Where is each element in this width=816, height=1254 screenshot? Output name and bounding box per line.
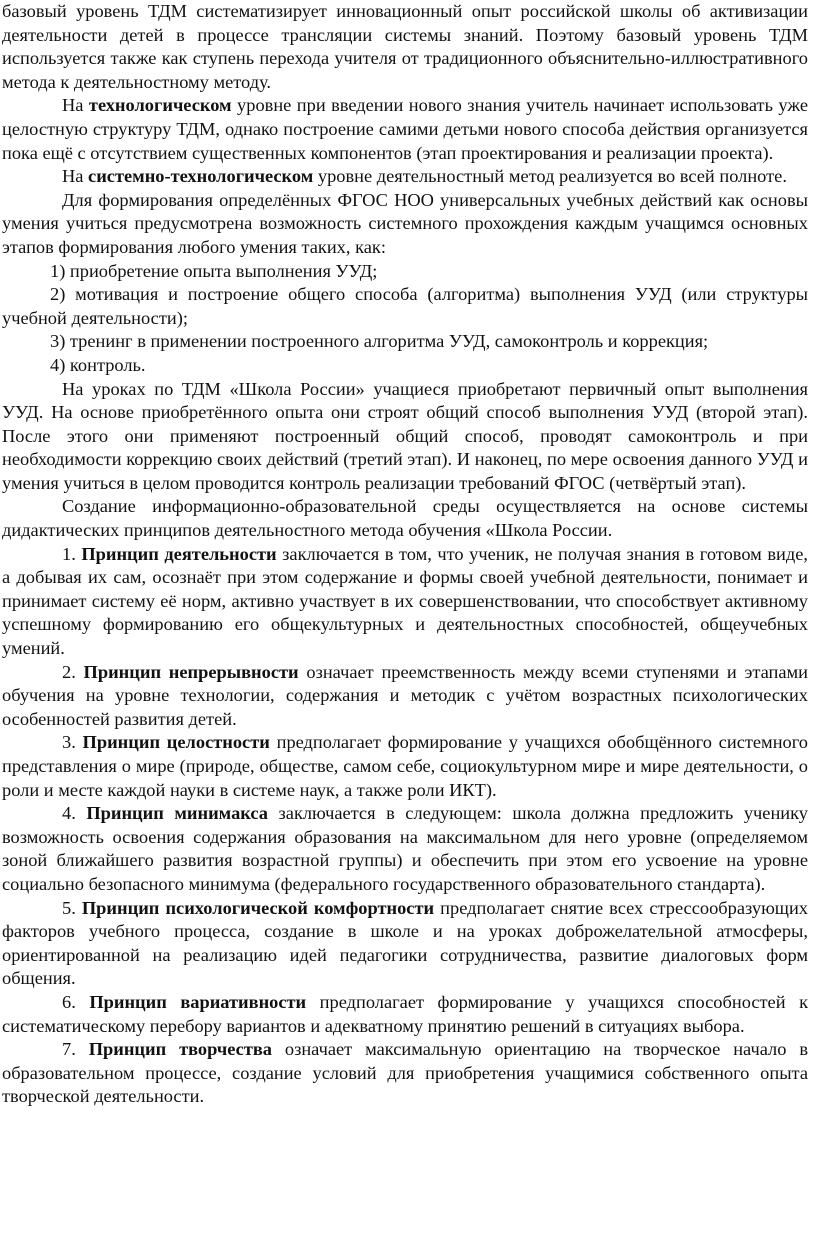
paragraph-principle-1 xyxy=(2,543,808,661)
text-span: 6. xyxy=(62,991,90,1012)
text-span: предполагает формирование у учащихся обобщённого системного представления о мире (природе, обществе, самом себе, социокультурном мире и мире деятельности, о роли и месте каждой науки в системе наук, а также роли ИКТ). xyxy=(2,732,809,800)
text-span: На xyxy=(62,95,89,116)
bold-term: Принцип психологической комфортности xyxy=(81,897,435,918)
list-item-1 xyxy=(2,260,808,284)
text-span: 4. xyxy=(62,803,87,824)
text-span: На xyxy=(62,166,89,187)
text-span: 3. xyxy=(62,732,83,753)
bold-term: системно-технологическом xyxy=(88,166,314,187)
bold-term: Принцип вариативности xyxy=(89,991,307,1012)
text-span: заключается в том, что ученик, не получая знания в готовом виде, а добывая их сам, осознаёт при этом содержание и формы своей учебной деятельности, понимает и принимает систему её норм, активно участвует в их совершенствовании, что способствует активному успешному формированию его общекультурных и деятельностных способностей, общеучебных умений. xyxy=(2,543,808,659)
text-span: 4) контроль. xyxy=(50,354,146,375)
paragraph-lessons xyxy=(2,378,808,496)
paragraph-principle-4 xyxy=(2,802,808,896)
list-item-4 xyxy=(2,354,808,378)
paragraph-principle-5 xyxy=(2,897,808,991)
text-span: На уроках по ТДМ «Школа России» учащиеся приобретают первичный опыт выполнения УУД. На основе приобретённого опыта они строят общий способ выполнения УУД (второй этап). После этого они применяют построенный общий способ, проводят самоконтроль и при необходимости коррекцию своих действий (третий этап). И наконец, по мере освоения данного УУД и умения учиться в целом проводится контроль реализации требований ФГОС (четвёртый этап). xyxy=(2,378,808,493)
text-span: базовый уровень ТДМ систематизирует инновационный опыт российской школы об активизации деятельности детей в процессе трансляции системы знаний. Поэтому базовый уровень ТДМ используется также как ступень перехода учителя от традиционного объяснительно-иллюстративного метода к деятельностному методу. xyxy=(2,1,808,92)
paragraph-info-environment xyxy=(2,495,808,542)
bold-term: Принцип целостности xyxy=(82,732,270,753)
text-span: уровне деятельностный метод реализуется во всей полноте. xyxy=(313,166,787,187)
list-item-3 xyxy=(2,330,808,354)
text-span: 1. xyxy=(62,543,82,564)
list-item-2 xyxy=(2,283,808,330)
bold-term: Принцип деятельности xyxy=(81,543,277,564)
paragraph-uud-formation xyxy=(2,189,808,260)
text-span: 7. xyxy=(62,1039,89,1060)
text-span: предполагает формирование у учащихся способностей к систематическому перебору вариантов и адекватному принятию решений в ситуациях выбора. xyxy=(2,991,809,1036)
paragraph-principle-7 xyxy=(2,1038,808,1109)
text-span: заключается в следующем: школа должна предложить ученику возможность освоения содержания образования на максимальном для него уровне (определяемом зоной ближайшего развития возрастной группы) и обеспечить при этом его усвоение на уровне социально безопасного минимума (федерального государственного образовательного стандарта). xyxy=(2,803,809,894)
bold-term: технологическом xyxy=(88,95,232,116)
text-span: 3) тренинг в применении построенного алгоритма УУД, самоконтроль и коррекция; xyxy=(50,331,709,352)
paragraph-principle-6 xyxy=(2,991,808,1038)
text-span: Создание информационно-образовательной среды осуществляется на основе системы дидактических принципов деятельностного метода обучения «Школа России. xyxy=(2,496,808,541)
paragraph-principle-3 xyxy=(2,731,808,802)
bold-term: Принцип непрерывности xyxy=(83,661,299,682)
text-span: предполагает снятие всех стрессообразующих факторов учебного процесса, создание в школе и на уроках доброжелательной атмосферы, ориентированной на реализацию идей педагогики сотрудничества, развитие диалоговых форм общения. xyxy=(2,897,809,989)
text-span: Для формирования определённых ФГОС НОО универсальных учебных действий как основы умения учиться предусмотрена возможность системного прохождения каждым учащимся основных этапов формирования любого умения таких, как: xyxy=(2,189,808,257)
text-span: 2. xyxy=(62,661,84,682)
bold-term: Принцип минимакса xyxy=(86,803,268,824)
paragraph-basic-level xyxy=(2,0,808,94)
paragraph-technological-level xyxy=(2,94,808,165)
paragraph-principle-2 xyxy=(2,661,808,732)
document-page xyxy=(2,0,808,1109)
bold-term: Принцип творчества xyxy=(88,1039,272,1060)
text-span: 2) мотивация и построение общего способа (алгоритма) выполнения УУД (или структуры учебной деятельности); xyxy=(2,284,808,328)
text-span: 5. xyxy=(62,897,82,918)
text-span: означает преемственность между всеми ступенями и этапами обучения на уровне технологии, содержания и методик с учётом возрастных психологических особенностей развития детей. xyxy=(2,661,809,729)
text-span: означает максимальную ориентацию на творческое начало в образовательном процессе, создание условий для приобретения учащимися собственного опыта творческой деятельности. xyxy=(2,1039,808,1107)
text-span: 1) приобретение опыта выполнения УУД; xyxy=(50,260,378,281)
paragraph-system-technological-level xyxy=(2,165,808,189)
text-span: уровне при введении нового знания учитель начинает использовать уже целостную структуру ТДМ, однако построение самими детьми нового способа действия организуется пока ещё с отсутствием существенных компонентов (этап проектирования и реализации проекта). xyxy=(2,95,808,163)
